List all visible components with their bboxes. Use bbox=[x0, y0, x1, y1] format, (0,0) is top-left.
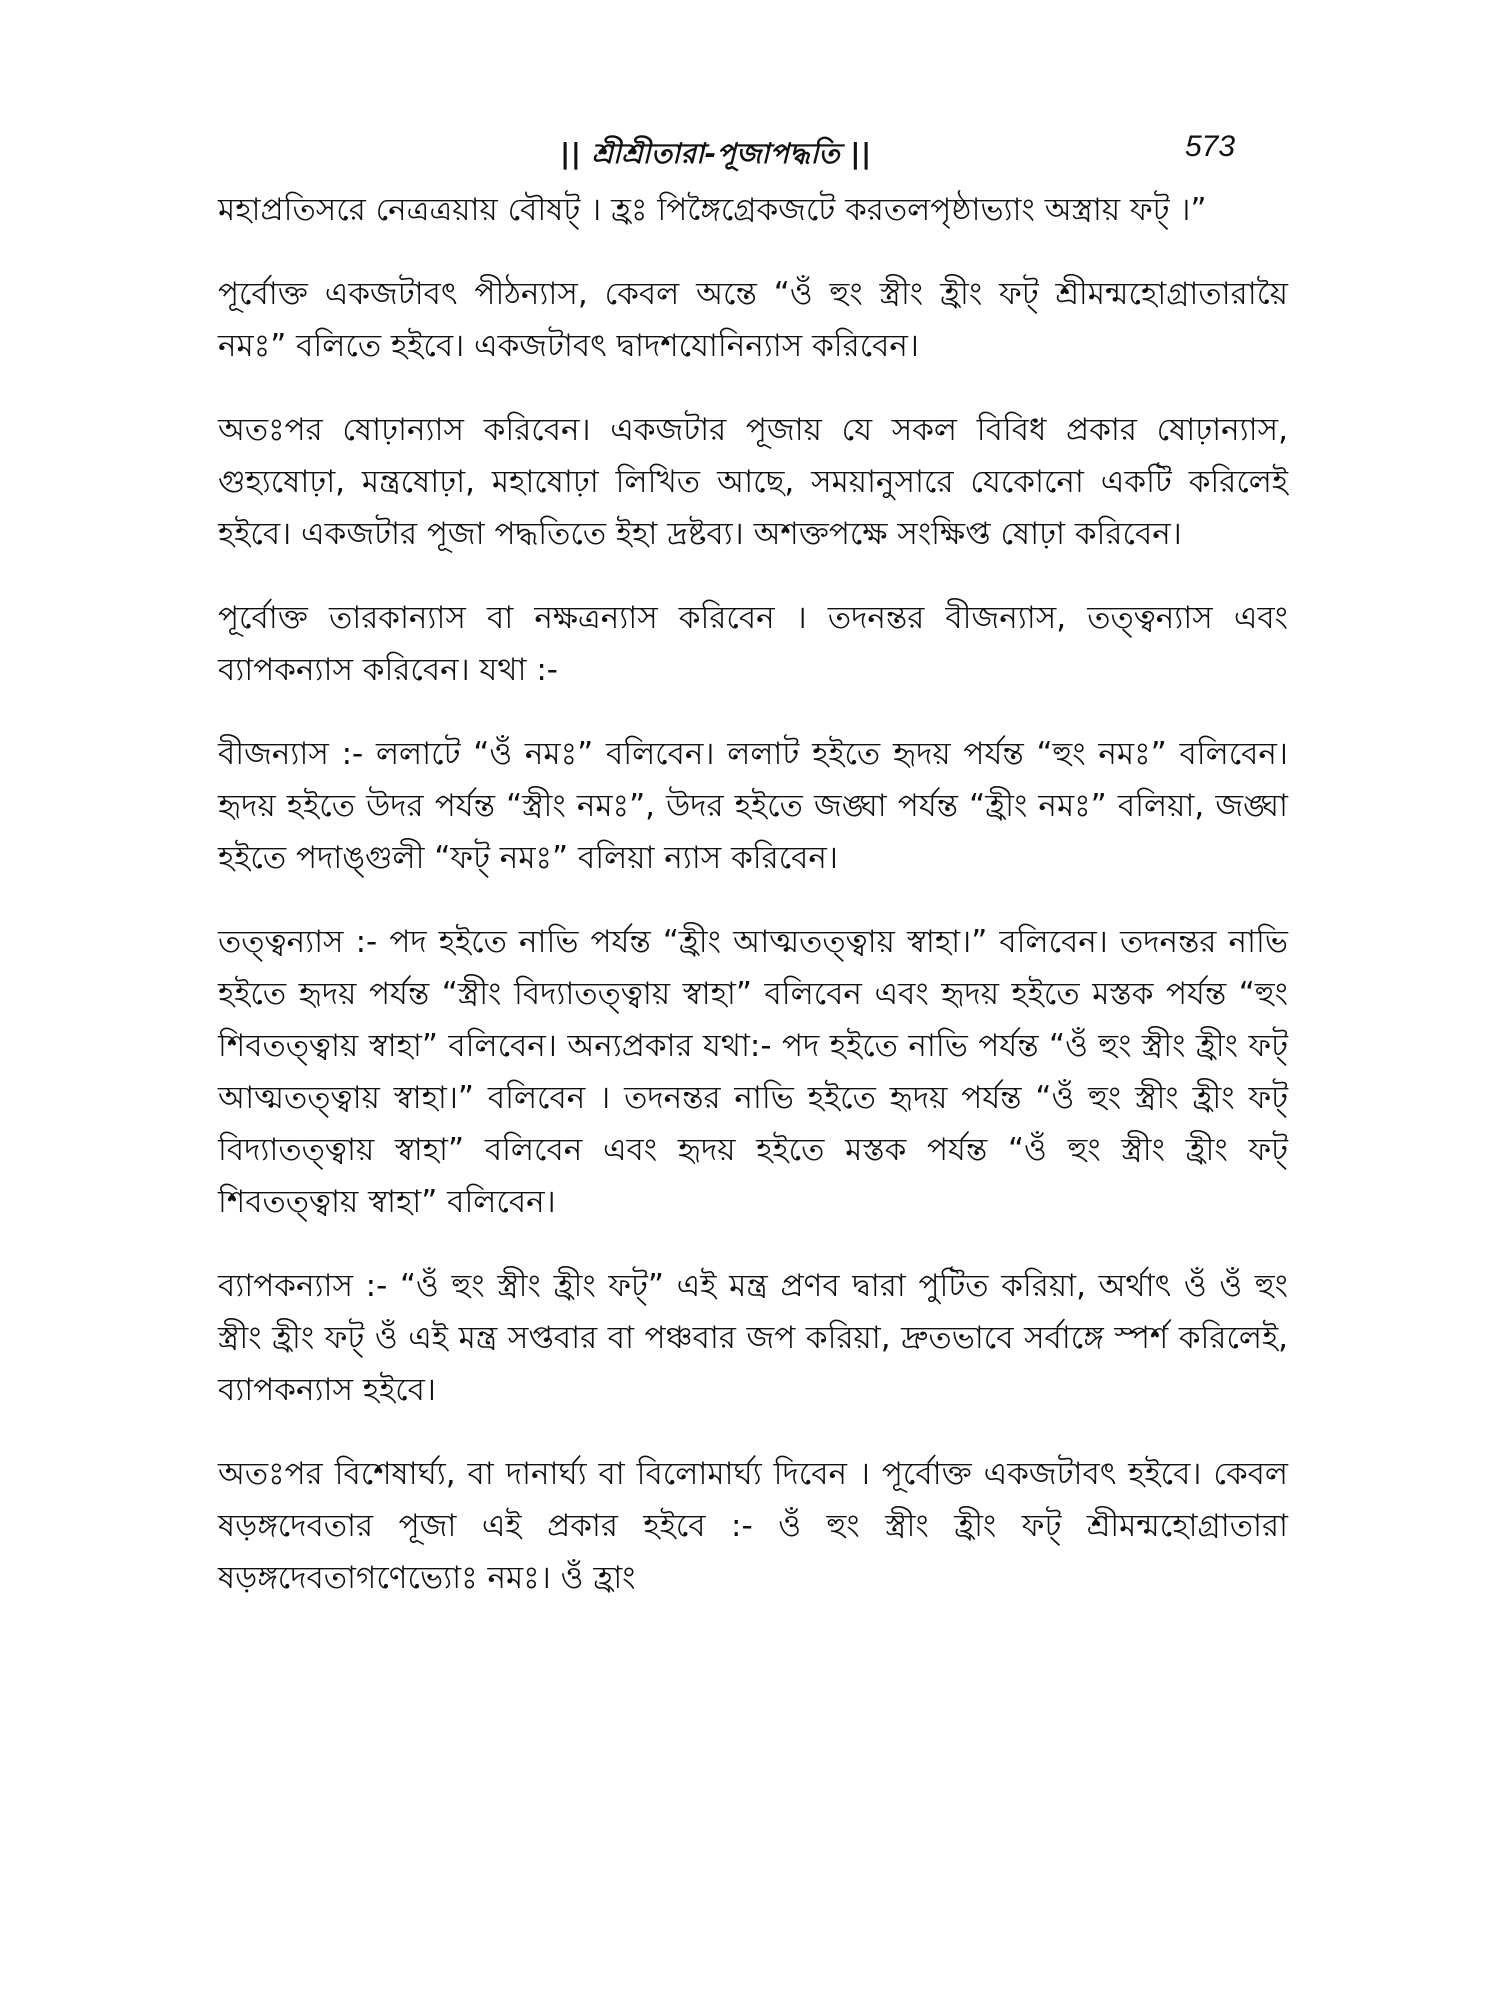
page-number: 573 bbox=[1185, 130, 1236, 163]
paragraph-5: বীজন্যাস :- ললাটে “ওঁ নমঃ” বলিবেন। ললাট হইতে হৃদয় পর্যন্ত “হুং নমঃ” বলিবেন। হৃদয় হইতে উদর পর্যন্ত “স্ত্রীং নমঃ”, উদর হইতে জঙ্ঘা পর্যন্ত “হ্রীং নমঃ” বলিয়া, জঙ্ঘা হইতে পদাঙ্গুলী “ফট্ নমঃ” বলিয়া ন্যাস করিবেন। bbox=[218, 736, 1288, 876]
paragraph-7: ব্যাপকন্যাস :- “ওঁ হুং স্ত্রীং হ্রীং ফট্” এই মন্ত্র প্রণব দ্বারা পুটিত করিয়া, অর্থাৎ ওঁ ওঁ হুং স্ত্রীং হ্রীং ফট্ ওঁ এই মন্ত্র সপ্তবার বা পঞ্চবার জপ করিয়া, দ্রুতভাবে সর্বাঙ্গে স্পর্শ করিলেই, ব্যাপকন্যাস হইবে। bbox=[218, 1268, 1288, 1408]
body-text bbox=[218, 184, 1288, 1636]
running-title: || শ্রীশ্রীতারা-পূজাপদ্ধতি || bbox=[560, 137, 872, 170]
paragraph-2: পূর্বোক্ত একজটাবৎ পীঠন্যাস, কেবল অন্তে “ওঁ হুং স্ত্রীং হ্রীং ফট্ শ্রীমন্মহোগ্রাতারায়ৈ নমঃ” বলিতে হইবে। একজটাবৎ দ্বাদশযোনিন্যাস করিবেন। bbox=[218, 276, 1288, 364]
paragraph-8: অতঃপর বিশেষার্ঘ্য, বা দানার্ঘ্য বা বিলোমার্ঘ্য দিবেন । পূর্বোক্ত একজটাবৎ হইবে। কেবল ষড়ঙ্গদেবতার পূজা এই প্রকার হইবে :- ওঁ হুং স্ত্রীং হ্রীং ফট্ শ্রীমন্মহোগ্রাতারা ষড়ঙ্গদেবতাগণেভ্যোঃ নমঃ। ওঁ হ্রাং bbox=[218, 1456, 1288, 1596]
paragraph-1: মহাপ্রতিসরে নেত্রত্রয়ায় বৌষট্ । হ্রঃ পিঙ্গৈগ্রেকজটে করতলপৃষ্ঠাভ্যাং অস্ত্রায় ফট্ ।” bbox=[218, 192, 1207, 228]
paragraph-4: পূর্বোক্ত তারকান্যাস বা নক্ষত্রন্যাস করিবেন । তদনন্তর বীজন্যাস, তত্ত্বন্যাস এবং ব্যাপকন্যাস করিবেন। যথা :- bbox=[218, 600, 1288, 688]
paragraph-3: অতঃপর ষোঢ়ান্যাস করিবেন। একজটার পূজায় যে সকল বিবিধ প্রকার ষোঢ়ান্যাস, গুহ্যষোঢ়া, মন্ত্রষোঢ়া, মহাষোঢ়া লিখিত আছে, সময়ানুসারে যেকোনো একটি করিলেই হইবে। একজটার পূজা পদ্ধতিতে ইহা দ্রষ্টব্য। অশক্তপক্ষে সংক্ষিপ্ত ষোঢ়া করিবেন। bbox=[218, 412, 1288, 552]
paragraph-6: তত্ত্বন্যাস :- পদ হইতে নাভি পর্যন্ত “হ্রীং আত্মতত্ত্বায় স্বাহা।” বলিবেন। তদনন্তর নাভি হইতে হৃদয় পর্যন্ত “স্ত্রীং বিদ্যাতত্ত্বায় স্বাহা” বলিবেন এবং হৃদয় হইতে মস্তক পর্যন্ত “হুং শিবতত্ত্বায় স্বাহা” বলিবেন। অন্যপ্রকার যথা:- পদ হইতে নাভি পর্যন্ত “ওঁ হুং স্ত্রীং হ্রীং ফট্ আত্মতত্ত্বায় স্বাহা।” বলিবেন । তদনন্তর নাভি হইতে হৃদয় পর্যন্ত “ওঁ হুং স্ত্রীং হ্রীং ফট্ বিদ্যাতত্ত্বায় স্বাহা” বলিবেন এবং হৃদয় হইতে মস্তক পর্যন্ত “ওঁ হুং স্ত্রীং হ্রীং ফট্ শিবতত্ত্বায় স্বাহা” বলিবেন। bbox=[218, 924, 1288, 1220]
